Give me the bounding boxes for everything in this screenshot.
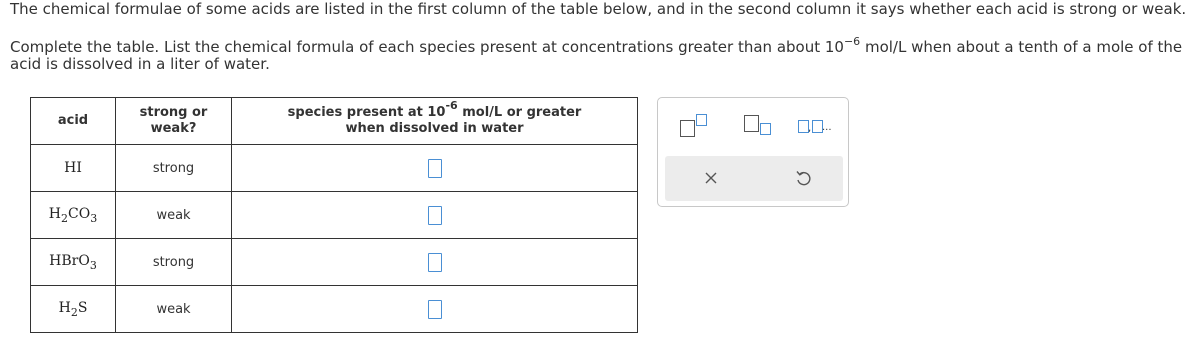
formula-part: H xyxy=(48,205,61,222)
table-row xyxy=(31,239,638,286)
acid-formula xyxy=(31,145,116,192)
ellipsis: ... xyxy=(822,122,832,133)
question-text-1: The chemical formulae of some acids are listed in the first column of the table below, and in the second column it says whether each acid is strong or weak. xyxy=(10,0,1187,18)
formula-part: CO xyxy=(68,205,91,222)
species-answer-input[interactable] xyxy=(428,159,442,178)
formula-part: HBrO xyxy=(49,252,90,269)
acid-strength: weak xyxy=(116,192,232,239)
subscript-template-icon[interactable] xyxy=(742,112,776,138)
question-text-2 xyxy=(10,35,1195,73)
species-cell xyxy=(232,145,638,192)
header-strength-line2: weak? xyxy=(150,121,197,136)
header-species-b: mol/L or greater xyxy=(457,105,582,120)
table-body xyxy=(31,145,638,333)
species-answer-input[interactable] xyxy=(428,300,442,319)
header-strength xyxy=(116,98,232,145)
species-answer-input[interactable] xyxy=(428,206,442,225)
formula-part: S xyxy=(77,299,88,316)
acid-table xyxy=(30,97,638,333)
header-acid: acid xyxy=(31,98,116,145)
formula-part: 3 xyxy=(89,258,97,272)
species-cell xyxy=(232,239,638,286)
acid-strength: weak xyxy=(116,286,232,333)
comma-list-icon[interactable]: , ... xyxy=(798,112,844,138)
formula-part: 2 xyxy=(70,305,78,319)
header-species xyxy=(232,98,638,145)
acid-formula xyxy=(31,239,116,286)
header-row xyxy=(31,98,638,145)
acid-formula xyxy=(31,192,116,239)
question-text-2a: Complete the table. List the chemical formula of each species present at concentrations greater than about 10 xyxy=(10,38,844,56)
superscript-template-icon[interactable] xyxy=(678,112,712,138)
formula-part: 2 xyxy=(61,211,68,225)
formula-part: HI xyxy=(64,160,82,176)
header-species-exp: -6 xyxy=(445,99,458,112)
header-species-line2: when dissolved in water xyxy=(345,121,524,136)
question-text-2b: mol/L when about a tenth of a mole of the acid is dissolved in a liter of water. xyxy=(10,38,1183,73)
species-cell xyxy=(232,286,638,333)
formula-part: 3 xyxy=(90,211,98,225)
acid-formula xyxy=(31,286,116,333)
formula-part: H xyxy=(58,299,71,316)
acid-strength: strong xyxy=(116,145,232,192)
table-row xyxy=(31,145,638,192)
acid-strength: strong xyxy=(116,239,232,286)
table-row xyxy=(31,286,638,333)
undo-icon[interactable] xyxy=(793,168,813,188)
header-species-a: species present at 10 xyxy=(287,105,446,120)
toolbar-actions xyxy=(665,156,843,201)
math-toolbar xyxy=(657,97,849,207)
clear-icon[interactable] xyxy=(701,168,721,188)
table-row xyxy=(31,192,638,239)
exponent: −6 xyxy=(843,35,861,48)
header-strength-line1: strong or xyxy=(139,105,208,120)
species-answer-input[interactable] xyxy=(428,253,442,272)
species-cell xyxy=(232,192,638,239)
